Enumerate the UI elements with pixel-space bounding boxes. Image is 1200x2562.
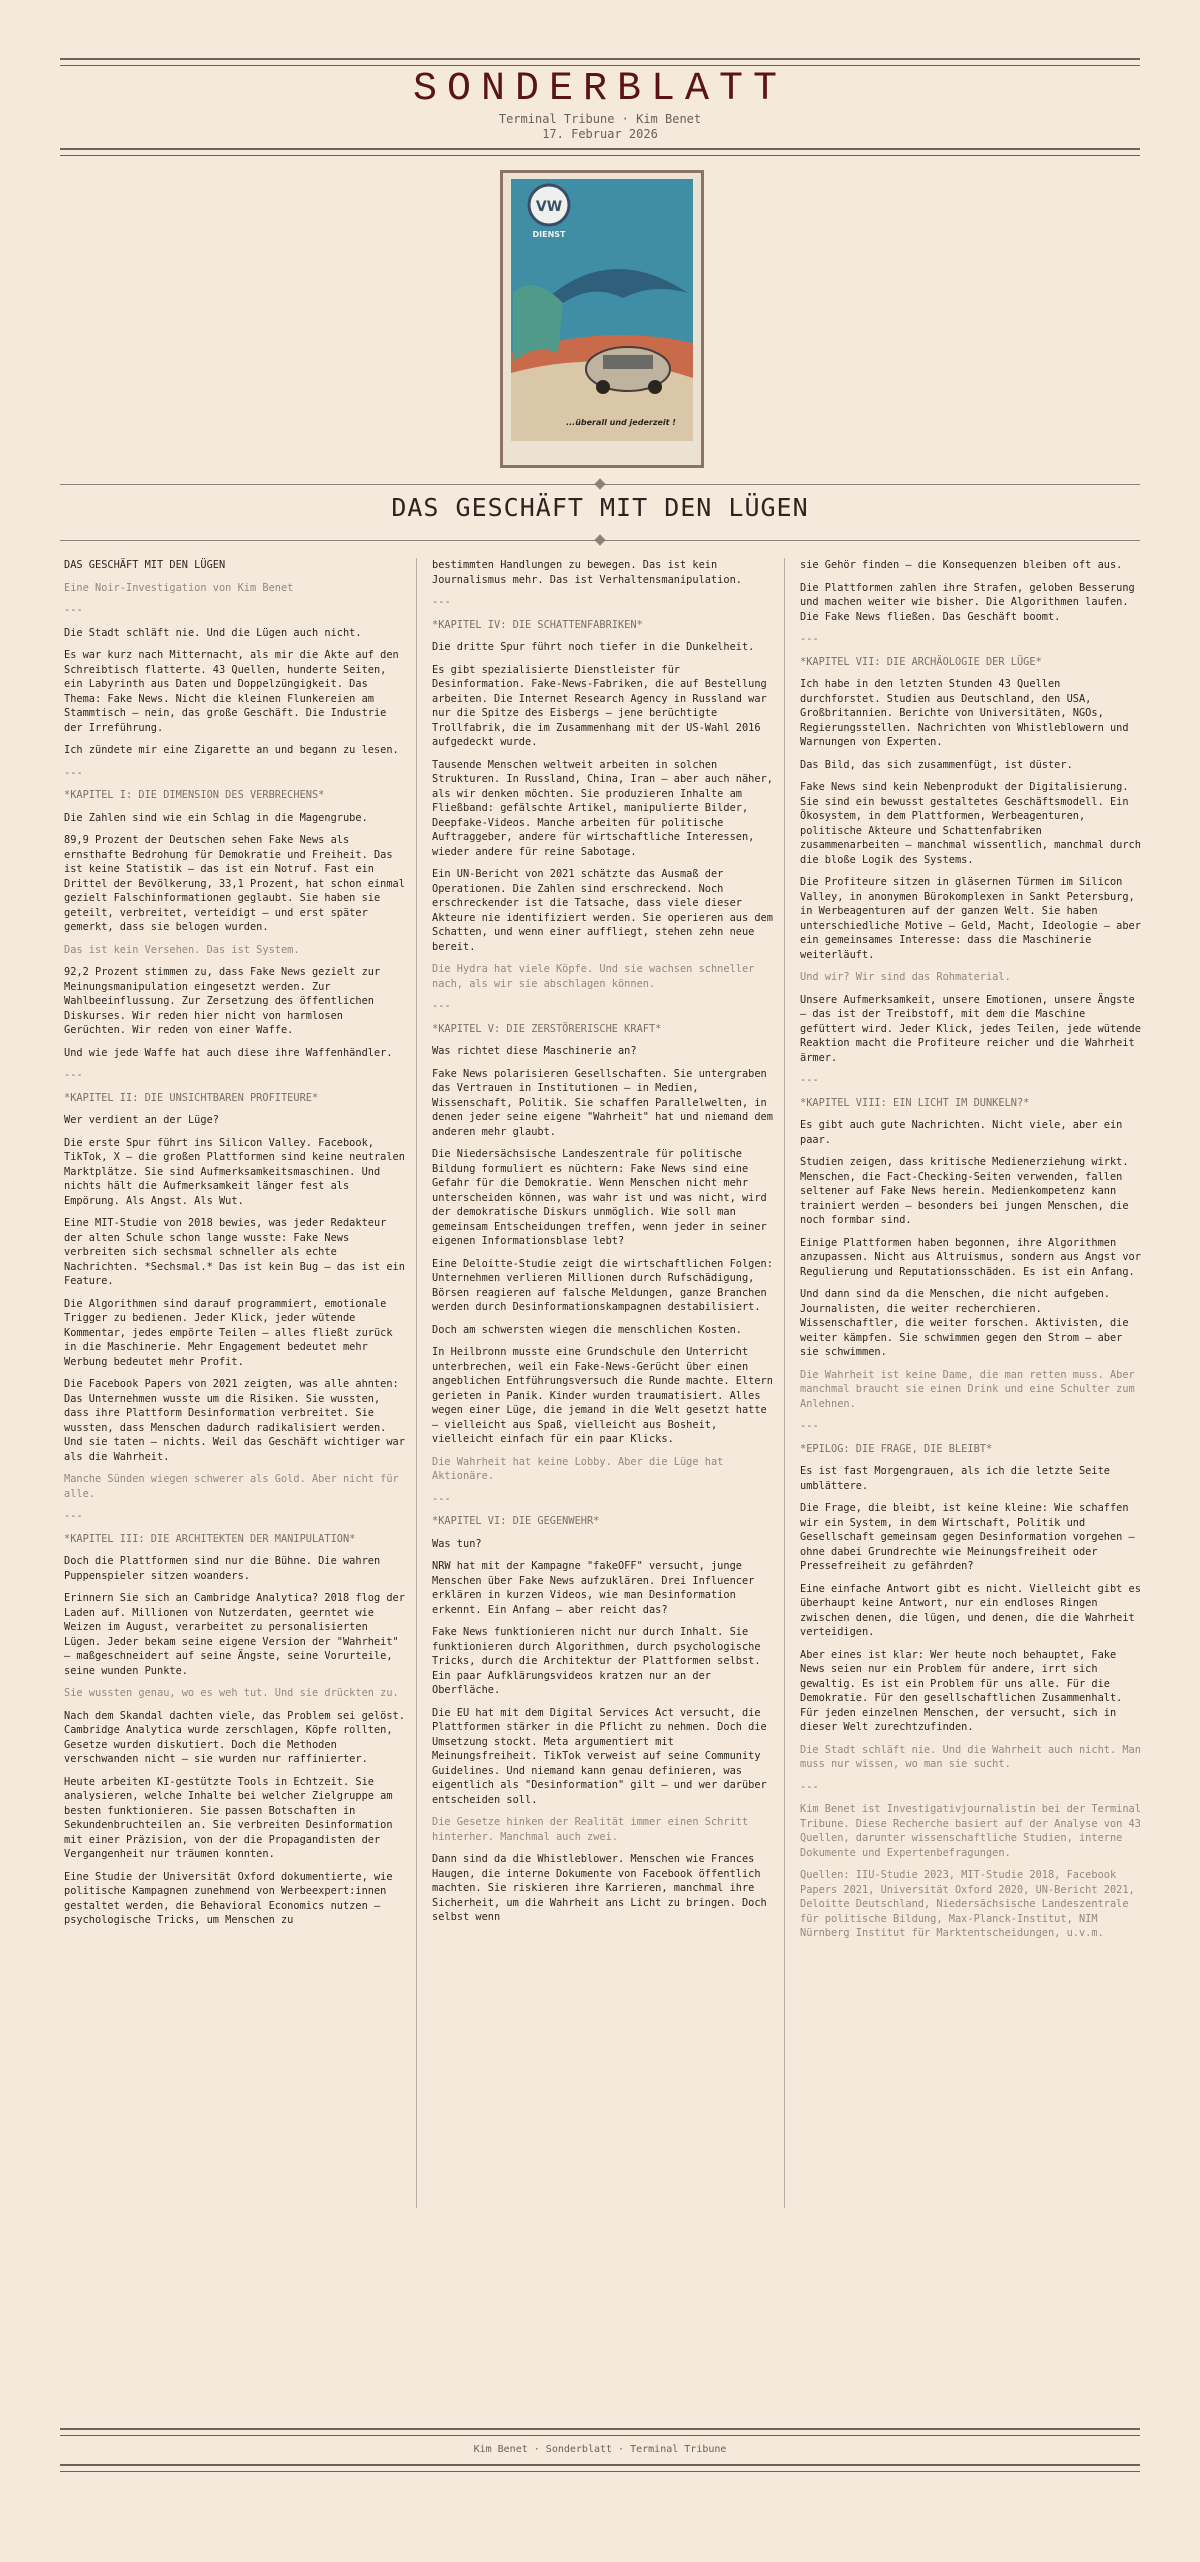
paragraph: Das Bild, das sich zusammenfügt, ist düster. [800,758,1073,771]
section-separator: --- [432,1492,451,1505]
section-separator: --- [432,596,451,608]
paragraph: Studien zeigen, dass kritische Medienerziehung wirkt. Menschen, die Fact-Checking-Seiten verwenden, fallen seltener auf Fake News herein. Medienkompetenz kann trainiert werden – besonders bei jungen Menschen, die noch formbar sind. [800,1156,1129,1226]
hero-badge: VW [535,199,563,215]
paragraph: 92,2 Prozent stimmen zu, dass Fake News gezielt zur Meinungsmanipulation eingesetzt werden. Zur Wahlbeeinflussung. Zur Zersetzung des öffentlichen Diskurses. Wir reden hier nicht von harmlosen Gerüchten. Wir reden von einer Waffe. [64,966,381,1036]
hero-illustration [503,173,701,465]
paragraph: Fake News polarisieren Gesellschaften. Sie untergraben das Vertrauen in Institutionen – in Medien, Wissenschaft, Politik. Sie schaffen Parallelwelten, in denen jeder seine eigene "Wahrheit" hat und niemand dem anderen mehr glaubt. [432,1067,773,1138]
paragraph: 89,9 Prozent der Deutschen sehen Fake News als ernsthafte Bedrohung für Demokratie und Freiheit. Das ist keine Statistik – das ist ein Notruf. Fast ein Drittel der Bevölkerung, 33,1 Prozent, hat schon einmal gezielt Falschinformationen geglaubt. Sie haben sie geteilt, verbreitet, verteidigt – und erst später gemerkt, dass sie belogen wurden. [64,834,405,933]
hero-slogan: ...überall und jederzeit ! [566,418,676,427]
section-separator: --- [64,1510,83,1522]
paragraph: Dann sind da die Whistleblower. Menschen wie Frances Haugen, die interne Dokumente von Facebook öffentlich machten. Sie riskieren ihre Karrieren, manchmal ihre Sicherheit, um die Wahrheit ans Licht zu bringen. Doch selbst wenn [432,1853,767,1923]
top-rule [60,58,1140,66]
chapter-heading: *KAPITEL I: DIE DIMENSION DES VERBRECHENS* [64,789,325,801]
chapter-heading: *KAPITEL V: DIE ZERSTÖRERISCHE KRAFT* [432,1022,662,1035]
paragraph: Was richtet diese Maschinerie an? [432,1045,637,1057]
paragraph: Das ist kein Versehen. Das ist System. [64,943,300,956]
paragraph: Eine MIT-Studie von 2018 bewies, was jeder Redakteur der alten Schule schon lange wusste: Fake News verbreiten sich sechsmal schneller als echte Nachrichten. *Sechsmal.* Das ist kein Bug – das ist ein Feature. [64,1217,405,1287]
paragraph: NRW hat mit der Kampagne "fakeOFF" versucht, junge Menschen über Fake News aufzuklären. Drei Influencer erklären in kurzen Videos, wie man Desinformation erkennt. Ein Anfang – aber reicht das? [432,1560,755,1616]
masthead-bottom-rule [60,148,1140,156]
paragraph: Und wie jede Waffe hat auch diese ihre Waffenhändler. [64,1046,393,1059]
chapter-heading: *KAPITEL VIII: EIN LICHT IM DUNKELN?* [800,1096,1030,1109]
paragraph: Eine Deloitte-Studie zeigt die wirtschaftlichen Folgen: Unternehmen verlieren Millionen durch Rufschädigung, Börsen reagieren auf falsche Meldungen, ganze Branchen werden durch Desinformationskampagnen destabilisiert. [432,1257,773,1313]
paragraph: Ich habe in den letzten Stunden 43 Quellen durchforstet. Studien aus Deutschland, den USA, Großbritannien. Berichte von Universitäten, NGOs, Regierungsstellen. Nachrichten von Whistleblowern und Warnungen von Experten. [800,678,1129,748]
footer-bottom-rule [60,2464,1140,2472]
chapter-heading: *KAPITEL IV: DIE SCHATTENFABRIKEN* [432,618,643,631]
paragraph: sie Gehör finden – die Konsequenzen bleiben oft aus. [800,559,1123,571]
paragraph: Ein UN-Bericht von 2021 schätzte das Ausmaß der Operationen. Die Zahlen sind erschreckend. Noch erschreckender ist die Tatsache, dass viele dieser Akteure nie identifiziert werden. Sie operieren aus dem Schatten, und wenn einer auffliegt, stehen zehn neue bereit. [432,868,773,953]
paragraph: Sie wussten genau, wo es weh tut. Und sie drückten zu. [64,1687,399,1699]
paragraph: Die Stadt schläft nie. Und die Lügen auch nicht. [64,626,362,639]
paragraph: Tausende Menschen weltweit arbeiten in solchen Strukturen. In Russland, China, Iran – aber auch näher, als wir denken möchten. Sie produzieren Inhalte am Fließband: gefälschte Artikel, manipulierte Bilder, Deepfake-Videos. Manche arbeiten für politische Auftraggeber, andere für wirtschaftliche Interessen, wieder andere für reine Sabotage. [432,758,773,858]
headline: DAS GESCHÄFT MIT DEN LÜGEN [391,493,809,522]
diamond-ornament-top [594,478,605,489]
paragraph: Fake News funktionieren nicht nur durch Inhalt. Sie funktionieren durch Algorithmen, durch psychologische Tricks, durch die Architektur der Plattformen selbst. Ein paar Aufklärungsvideos kratzen nur an der Oberfläche. [432,1626,761,1696]
column-divider [784,558,785,2208]
paragraph: Die Profiteure sitzen in gläsernen Türmen im Silicon Valley, in anonymen Bürokomplexen in Sankt Petersburg, in Werbeagenturen auf der ganzen Welt. Sie haben unterschiedliche Motive – Geld, Macht, Ideologie – aber ein gemeinsames Interesse: dass die Maschinerie weiterläuft. [800,876,1141,961]
paragraph: Eine Studie der Universität Oxford dokumentierte, wie politische Kampagnen zunehmend von Werbeexpert:innen gestaltet werden, die Behavioral Economics nutzen – psychologische Tricks, um Menschen zu [64,1870,393,1926]
paragraph: Einige Plattformen haben begonnen, ihre Algorithmen anzupassen. Nicht aus Altruismus, sondern aus Angst vor Regulierung und Reputationsschäden. Es ist ein Anfang. [800,1236,1141,1278]
paragraph: Doch die Plattformen sind nur die Bühne. Die wahren Puppenspieler sitzen woanders. [64,1555,381,1582]
footer: Kim Benet · Sonderblatt · Terminal Tribune [473,2444,727,2455]
paragraph: Eine einfache Antwort gibt es nicht. Vielleicht gibt es überhaupt keine Antwort, nur ein endloses Ringen zwischen denen, die lügen, und denen, die die Wahrheit verteidigen. [800,1582,1141,1638]
paragraph: Quellen: IIU-Studie 2023, MIT-Studie 2018, Facebook Papers 2021, Universität Oxford 2020, UN-Bericht 2021, Deloitte Deutschland, Niedersächsische Landeszentrale für politische Bildung, Max-Planck-Institut, NIM Nürnberg Institut für Marktentscheidungen, u.v.m. [800,1869,1135,1939]
chapter-heading: *KAPITEL VII: DIE ARCHÄOLOGIE DER LÜGE* [800,655,1042,668]
masthead-title: SONDERBLATT [412,67,788,112]
paragraph: Und dann sind da die Menschen, die nicht aufgeben. Journalisten, die weiter recherchieren. Wissenschaftler, die weiter forschen. Aktivisten, die weiter kämpfen. Sie schwimmen gegen den Strom – aber sie schwimmen. [800,1288,1129,1358]
paragraph: Nach dem Skandal dachten viele, das Problem sei gelöst. Cambridge Analytica wurde zerschlagen, Köpfe rollten, Gesetze wurden diskutiert. Doch die Methoden verschwanden nicht – sie wurden nur raffinierter. [64,1709,405,1765]
section-separator: --- [800,1420,819,1432]
paragraph: In Heilbronn musste eine Grundschule den Unterricht unterbrechen, weil ein Fake-News-Gerücht über einen angeblichen Entführungsversuch die Runde machte. Eltern gerieten in Panik. Kinder wurden traumatisiert. Alles wegen einer Lüge, die jemand in die Welt gesetzt hatte – vielleicht aus Spaß, vielleicht aus Bosheit, vielleicht einfach für ein paar Klicks. [432,1346,773,1445]
paragraph: Es gibt auch gute Nachrichten. Nicht viele, aber ein paar. [800,1119,1123,1146]
paragraph: Eine Noir-Investigation von Kim Benet [64,581,294,594]
chapter-heading: *KAPITEL VI: DIE GEGENWEHR* [432,1515,600,1527]
paragraph: Unsere Aufmerksamkeit, unsere Emotionen, unsere Ängste – das ist der Treibstoff, mit dem die Maschine gefüttert wird. Jeder Klick, jedes Teilen, jede wütende Reaktion macht die Profiteure reicher und die Wahrheit ärmer. [800,993,1141,1064]
paragraph: Die Frage, die bleibt, ist keine kleine: Wie schaffen wir ein System, in dem Wirtschaft, Politik und Gesellschaft gemeinsam gegen Desinformation vorgehen – ohne dabei Grundrechte wie Meinungsfreiheit oder Pressefreiheit zu gefährden? [800,1502,1135,1572]
paragraph: Manche Sünden wiegen schwerer als Gold. Aber nicht für alle. [64,1473,399,1500]
paragraph: Die Stadt schläft nie. Und die Wahrheit auch nicht. Man muss nur wissen, wo man sie sucht. [800,1743,1141,1770]
paragraph: Die Facebook Papers von 2021 zeigten, was alle ahnten: Das Unternehmen wusste um die Risiken. Sie wussten, dass ihre Plattform Desinformation verbreitet. Sie wussten, dass Menschen dadurch radikalisiert werden. Und sie taten – nichts. Weil das Geschäft wichtiger war als die Wahrheit. [64,1378,405,1463]
section-separator: --- [800,633,819,645]
diamond-ornament-bottom [594,534,605,545]
section-separator: --- [800,1780,819,1793]
paragraph: Erinnern Sie sich an Cambridge Analytica? 2018 flog der Laden auf. Millionen von Nutzerdaten, geerntet wie Weizen im August, verarbeitet zu personalisierten Lügen. Jeder bekam seine eigene Version der "Wahrheit" – maßgeschneidert auf seine Ängste, seine Vorurteile, seine wunden Punkte. [64,1592,405,1677]
article-column-2 [432,558,778,1933]
paragraph: Die dritte Spur führt noch tiefer in die Dunkelheit. [432,641,755,653]
section-separator: --- [800,1074,819,1086]
paragraph: Die Hydra hat viele Köpfe. Und sie wachsen schneller nach, als wir sie abschlagen können. [432,963,755,990]
paragraph: Fake News sind kein Nebenprodukt der Digitalisierung. Sie sind ein bewusst gestaltetes Geschäftsmodell. Ein Ökosystem, in dem Plattformen, Werbeagenturen, politische Akteure und Schattenfabriken zusammenarbeiten – manchmal wissentlich, manchmal durch die bloße Logik des Systems. [800,781,1141,866]
section-separator: --- [432,1000,451,1012]
paragraph: Doch am schwersten wiegen die menschlichen Kosten. [432,1323,742,1336]
paragraph: Ich zündete mir eine Zigarette an und begann zu lesen. [64,744,399,756]
section-separator: --- [64,604,83,616]
masthead [60,68,1140,142]
paragraph: bestimmten Handlungen zu bewegen. Das ist kein Journalismus mehr. Das ist Verhaltensmanipulation. [432,559,742,586]
paragraph: Die EU hat mit dem Digital Services Act versucht, die Plattformen stärker in die Pflicht zu nehmen. Doch die Umsetzung stockt. Meta argumentiert mit Meinungsfreiheit. TikTok verweist auf seine Community Guidelines. Und niemand kann genau definieren, was eigentlich als "Desinformation" gilt – und wer darüber entscheiden soll. [432,1706,767,1806]
hero-poster [500,170,704,468]
paragraph: Kim Benet ist Investigativjournalistin bei der Terminal Tribune. Diese Recherche basiert auf der Analyse von 43 Quellen, darunter wissenschaftliche Studien, interne Dokumente und Expertenbefragungen. [800,1803,1141,1859]
paragraph: Heute arbeiten KI-gestützte Tools in Echtzeit. Sie analysieren, welche Inhalte bei welcher Zielgruppe am besten funktionieren. Sie passen Botschaften in Sekundenbruchteilen an. Sie verbreiten Desinformation mit einer Präzision, von der die Propagandisten der Vergangenheit nur träumen konnten. [64,1775,393,1860]
article-column-3 [800,558,1146,1949]
paragraph: Es gibt spezialisierte Dienstleister für Desinformation. Fake-News-Fabriken, die auf Bestellung arbeiten. Die Internet Research Agency in Russland war nur die Spitze des Eisbergs – jene berüchtigte Trollfabrik, die im Zusammenhang mit der US-Wahl 2016 aufgedeckt wurde. [432,663,767,748]
article-column-1 [64,558,410,1936]
paragraph: Die Plattformen zahlen ihre Strafen, geloben Besserung und machen weiter wie bisher. Die Algorithmen laufen. Die Fake News fließen. Das Geschäft boomt. [800,581,1135,623]
section-separator: --- [64,1069,83,1081]
paragraph: Die Zahlen sind wie ein Schlag in die Magengrube. [64,811,368,824]
paragraph: Wer verdient an der Lüge? [64,1114,219,1126]
paragraph: DAS GESCHÄFT MIT DEN LÜGEN [64,559,226,571]
paragraph: Die erste Spur führt ins Silicon Valley. Facebook, TikTok, X – die großen Plattformen sind keine neutralen Marktplätze. Sie sind Aufmerksamkeitsmaschinen. Und nichts hält die Aufmerksamkeit länger fest als Empörung. Als Angst. Als Wut. [64,1136,405,1207]
column-divider [416,558,417,2208]
chapter-heading: *EPILOG: DIE FRAGE, DIE BLEIBT* [800,1442,993,1455]
paragraph: Die Wahrheit ist keine Dame, die man retten muss. Aber manchmal braucht sie einen Drink und eine Schulter zum Anlehnen. [800,1368,1135,1410]
paragraph: Die Wahrheit hat keine Lobby. Aber die Lüge hat Aktionäre. [432,1455,724,1482]
paragraph: Was tun? [432,1537,482,1550]
paragraph: Die Gesetze hinken der Realität immer einen Schritt hinterher. Manchmal auch zwei. [432,1816,749,1843]
section-separator: --- [64,766,83,779]
masthead-byline: Terminal Tribune · Kim Benet [498,112,702,126]
paragraph: Die Algorithmen sind darauf programmiert, emotionale Trigger zu bedienen. Jeder Klick, jeder wütende Kommentar, jedes empörte Teilen – alles fließt zurück in die Maschinerie. Mehr Engagement bedeutet mehr Werbung bedeutet mehr Profit. [64,1297,393,1368]
chapter-heading: *KAPITEL III: DIE ARCHITEKTEN DER MANIPULATION* [64,1532,356,1545]
paragraph: Aber eines ist klar: Wer heute noch behauptet, Fake News seien nur ein Problem für andere, irrt sich gewaltig. Es ist ein Problem für uns alle. Für die Demokratie. Für den gesellschaftlichen Zusammenhalt. Für jeden einzelnen Menschen, der versucht, sich in dieser Welt zurechtzufinden. [800,1648,1123,1733]
chapter-heading: *KAPITEL II: DIE UNSICHTBAREN PROFITEURE* [64,1091,319,1104]
hero-caption: DIENST [532,230,566,239]
paragraph: Es ist fast Morgengrauen, als ich die letzte Seite umblättere. [800,1465,1110,1492]
masthead-date: 17. Februar 2026 [542,127,658,141]
paragraph: Die Niedersächsische Landeszentrale für politische Bildung formuliert es nüchtern: Fake News sind eine Gefahr für die Demokratie. Wenn Menschen nicht mehr unterscheiden können, was wahr ist und was nicht, wird der demokratische Diskurs unmöglich. Wie soll man gemeinsam Entscheidungen treffen, wenn jeder in seiner eigenen Informationsblase lebt? [432,1148,767,1247]
paragraph: Und wir? Wir sind das Rohmaterial. [800,971,1011,983]
paragraph: Es war kurz nach Mitternacht, als mir die Akte auf den Schreibtisch flatterte. 43 Quellen, hunderte Seiten, ein Labyrinth aus Daten und Doppelzüngigkeit. Das Thema: Fake News. Nicht die kleinen Flunkereien am Stammtisch – nein, das große Geschäft. Die Industrie der Irreführung. [64,649,399,734]
footer-rule [60,2428,1140,2436]
